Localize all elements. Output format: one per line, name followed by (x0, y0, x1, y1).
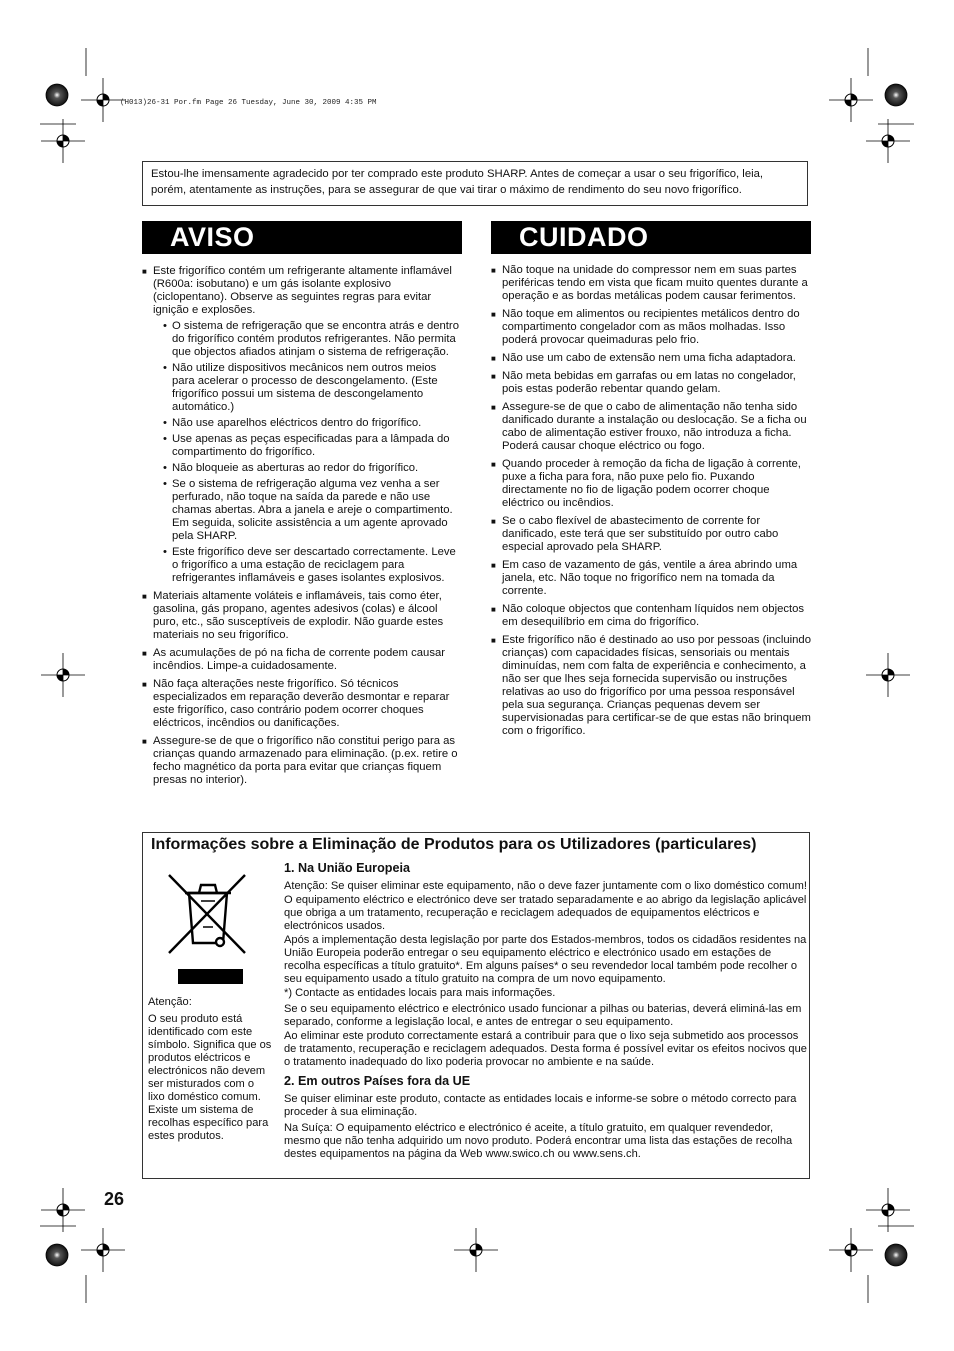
black-square-icon: ■ (491, 372, 496, 381)
cuidado-item-text: Se o cabo flexível de abastecimento de corrente for danificado, este terá que ser substituído por outro cabo especial aprovado pela SHARP. (502, 515, 779, 553)
section-paragraph: O equipamento eléctrico e electrónico deve ser tratado separadamente e ao abrigo da legislação aplicável que obriga a um tratamento, recuperação e reciclagem adequados de equipamentos eléctricos e electrónicos usados. (284, 894, 807, 932)
sub-item-text: Este frigorífico deve ser descartado correctamente. Leve o frigorífico a uma estação de reciclagem para refrigerantes inflamáveis e gases isolantes explosivos. (172, 546, 456, 584)
list-item (491, 370, 811, 396)
aviso-banner: AVISO (142, 221, 462, 254)
cuidado-item-text: Assegure-se de que o cabo de alimentação não tenha sido danificado durante a instalação ou deslocação. Se a ficha ou cabo de alimentação estiver frouxo, não introduza a ficha. Poderá causar choque eléctrico ou fogo. (502, 401, 807, 452)
bullet-dot-icon: • (163, 462, 167, 474)
list-item (491, 401, 811, 453)
black-bar (178, 969, 243, 984)
disposal-info-box (142, 832, 810, 1179)
cuidado-item-text: Este frigorífico não é destinado ao uso por pessoas (incluindo crianças) com capacidades físicas, sensoriais ou mentais diminuídas, nem com falta de experiência e conhecimento, a não ser que lhes seja fornecida supervisão ou instruções relativas ao uso do frigorífico por uma pessoa responsável pela sua segurança. Crianças pequenas devem ser supervisionadas para certificar-se de que estas não brinquem com o frigorífico. (502, 634, 811, 737)
list-item (491, 458, 811, 510)
aviso-item-text: Este frigorífico contém um refrigerante altamente inflamável (R600a: isobutano) e um gás isolante explosivo (ciclopentano). Observe as seguintes regras para evitar ignição e explosões. (153, 265, 452, 316)
bullet-dot-icon: • (163, 417, 167, 429)
cuidado-item-text: Não coloque objectos que contenham líquidos nem objectos em desequilíbrio em cima do frigorífico. (502, 603, 805, 628)
cuidado-item-text: Quando proceder à remoção da ficha de ligação à corrente, puxe a ficha para fora, não puxe pelo fio. Puxando directamente no fio de ligação podem ocorrer choque eléctrico ou incêndios. (502, 458, 801, 509)
intro-text: Estou-lhe imensamente agradecido por ter comprado este produto SHARP. Antes de começar a usar o seu frigorífico, leia, porém, atentamente as instruções, para se assegurar de que vai tirar o máximo de rendimento do seu novo frigorífico. (142, 161, 808, 206)
list-item (142, 678, 462, 730)
section-paragraph: Se quiser eliminar este produto, contacte as entidades locais e informe-se sobre o método correcto para proceder à sua eliminação. (284, 1093, 797, 1118)
cuidado-item-text: Não use um cabo de extensão nem uma ficha adaptadora. (502, 352, 796, 364)
bullet-dot-icon: • (163, 433, 167, 445)
list-item (491, 634, 811, 738)
cuidado-item-text: Não toque na unidade do compressor nem em suas partes periféricas tendo em vista que ficam muito quentes durante a operação e as bordas metálicas podem causar ferimentos. (502, 264, 808, 302)
print-header: (H013)26-31 Por.fm Page 26 Tuesday, June 30, 2009 4:35 PM (120, 99, 377, 107)
cuidado-banner: CUIDADO (491, 221, 811, 254)
black-square-icon: ■ (142, 737, 147, 746)
disposal-sections (284, 861, 810, 1162)
sub-item (153, 546, 462, 585)
aviso-list (142, 265, 462, 792)
aviso-item-text: Não faça alterações neste frigorífico. Só técnicos especializados em reparação deverão desmontar e reparar este frigorífico, caso contrário podem ocorrer choques eléctricos, incêndios ou danificações. (153, 678, 450, 729)
section-heading: 2. Em outros Países fora da UE (284, 1074, 471, 1088)
page-number: 26 (104, 1189, 125, 1209)
list-item (491, 559, 811, 598)
black-square-icon: ■ (142, 649, 147, 658)
cuidado-item-text: Não meta bebidas em garrafas ou em latas no congelador, pois estas poderão rebentar quando gelam. (502, 370, 796, 395)
black-square-icon: ■ (491, 354, 496, 363)
sub-item-text: Não bloqueie as aberturas ao redor do frigorífico. (172, 462, 419, 474)
black-square-icon: ■ (491, 403, 496, 412)
aviso-item-text: Materiais altamente voláteis e inflamáveis, tais como éter, gasolina, gás propano, agentes adesivos (colas) e álcool puro, etc., são susceptíveis de explodir. Não guarde estes materiais no seu frigorífico. (153, 590, 444, 641)
list-item (491, 308, 811, 347)
bullet-dot-icon: • (163, 362, 167, 374)
list-item (142, 735, 462, 787)
section-paragraph: Atenção: Se quiser eliminar este equipamento, não o deve fazer juntamente com o lixo doméstico comum! (284, 880, 807, 892)
list-item (491, 264, 811, 303)
disposal-left-note (148, 996, 272, 1143)
sub-item-text: O sistema de refrigeração que se encontra atrás e dentro do frigorífico contém produtos refrigerantes. Não permita que objectos afiados atinjam o sistema de refrigeração. (172, 320, 459, 358)
sub-item-text: Se o sistema de refrigeração alguma vez venha a ser perfurado, não toque na saída da parede e não use chamas abertas. Abra a janela e areje o compartimento. Em seguida, solicite assistência a um agente aprovado pela SHARP. (172, 478, 453, 542)
section-paragraph: *) Contacte as entidades locais para mais informações. (284, 987, 556, 999)
cuidado-item-text: Em caso de vazamento de gás, ventile a área abrindo uma janela, etc. Não toque no frigorífico nem na tomada da corrente. (502, 559, 798, 597)
sub-item (153, 362, 462, 414)
black-square-icon: ■ (142, 680, 147, 689)
sub-item (153, 320, 462, 359)
black-square-icon: ■ (142, 592, 147, 601)
sub-item (153, 478, 462, 543)
section-heading: 1. Na União Europeia (284, 861, 410, 875)
black-square-icon: ■ (491, 605, 496, 614)
black-square-icon: ■ (491, 460, 496, 469)
aviso-item-text: Assegure-se de que o frigorífico não constitui perigo para as crianças quando armazenado para eliminação. (p.ex. retire o fecho magnético da porta para evitar que crianças fiquem presas no interior). (153, 735, 458, 786)
black-square-icon: ■ (142, 267, 147, 276)
disposal-title: Informações sobre a Eliminação de Produtos para os Utilizadores (particulares) (151, 836, 757, 853)
aviso-item-text: As acumulações de pó na ficha de corrente podem causar incêndios. Limpe-a cuidadosamente. (153, 647, 446, 672)
sub-item-text: Use apenas as peças especificadas para a lâmpada do compartimento do frigorífico. (172, 433, 450, 458)
list-item (142, 590, 462, 642)
list-item (491, 603, 811, 629)
sub-item-text: Não use aparelhos eléctricos dentro do frigorífico. (172, 417, 422, 429)
list-item (142, 265, 462, 585)
bullet-dot-icon: • (163, 478, 167, 490)
cuidado-list (491, 264, 811, 743)
bullet-dot-icon: • (163, 320, 167, 332)
black-square-icon: ■ (491, 517, 496, 526)
section-paragraph: Se o seu equipamento eléctrico e electrónico usado funcionar a pilhas ou baterias, deverá eliminá-las em separado, conforme a legislação local, e antes de entregar o seu equipamento. (284, 1003, 802, 1028)
list-item (491, 352, 811, 365)
bullet-dot-icon: • (163, 546, 167, 558)
section-paragraph: Ao eliminar este produto correctamente estará a contribuir para que o lixo seja submetido aos processos de tratamento, recuperação e reciclagem adequados. Desta forma é possível evitar os efeitos nocivos que o tratamento inadequado do lixo poderia provocar no ambiente e na saúde. (284, 1030, 807, 1068)
section-paragraph: Após a implementação desta legislação por parte dos Estados-membros, todos os cidadãos residentes na União Europeia poderão entregar o seu equipamento eléctrico e electrónico usado em estações de recolha específicas a título gratuito*. Em alguns países* o seu revendedor local também pode recolher o seu equipamento usado a título gratuito na compra de um novo equipamento. (284, 934, 807, 985)
sub-item-text: Não utilize dispositivos mecânicos nem outros meios para acelerar o processo de descongelamento. (Este frigorífico possui um sistema de descongelamento automático.) (172, 362, 438, 413)
black-square-icon: ■ (491, 561, 496, 570)
black-square-icon: ■ (491, 636, 496, 645)
sub-item (153, 417, 462, 430)
list-item (142, 647, 462, 673)
sub-item (153, 462, 462, 475)
cuidado-item-text: Não toque em alimentos ou recipientes metálicos dentro do compartimento congelador com as mãos molhadas. Isso poderá provocar queimaduras pelo frio. (502, 308, 800, 346)
note-heading: Atenção: (148, 996, 192, 1008)
black-square-icon: ■ (491, 310, 496, 319)
black-square-icon: ■ (491, 266, 496, 275)
sub-item (153, 433, 462, 459)
section-paragraph: Na Suíça: O equipamento eléctrico e electrónico é aceite, a título gratuito, em qualquer revendedor, mesmo que não tenha adquirido um novo produto. Poderá encontrar uma lista das estações de recolha destes equipamentos na página da Web www.swico.ch ou www.sens.ch. (284, 1122, 793, 1160)
note-text: O seu produto está identificado com este símbolo. Significa que os produtos eléctricos e electrónicos não devem ser misturados com o lixo doméstico comum. Existe um sistema de recolhas específico para estes produtos. (148, 1013, 272, 1142)
list-item (491, 515, 811, 554)
